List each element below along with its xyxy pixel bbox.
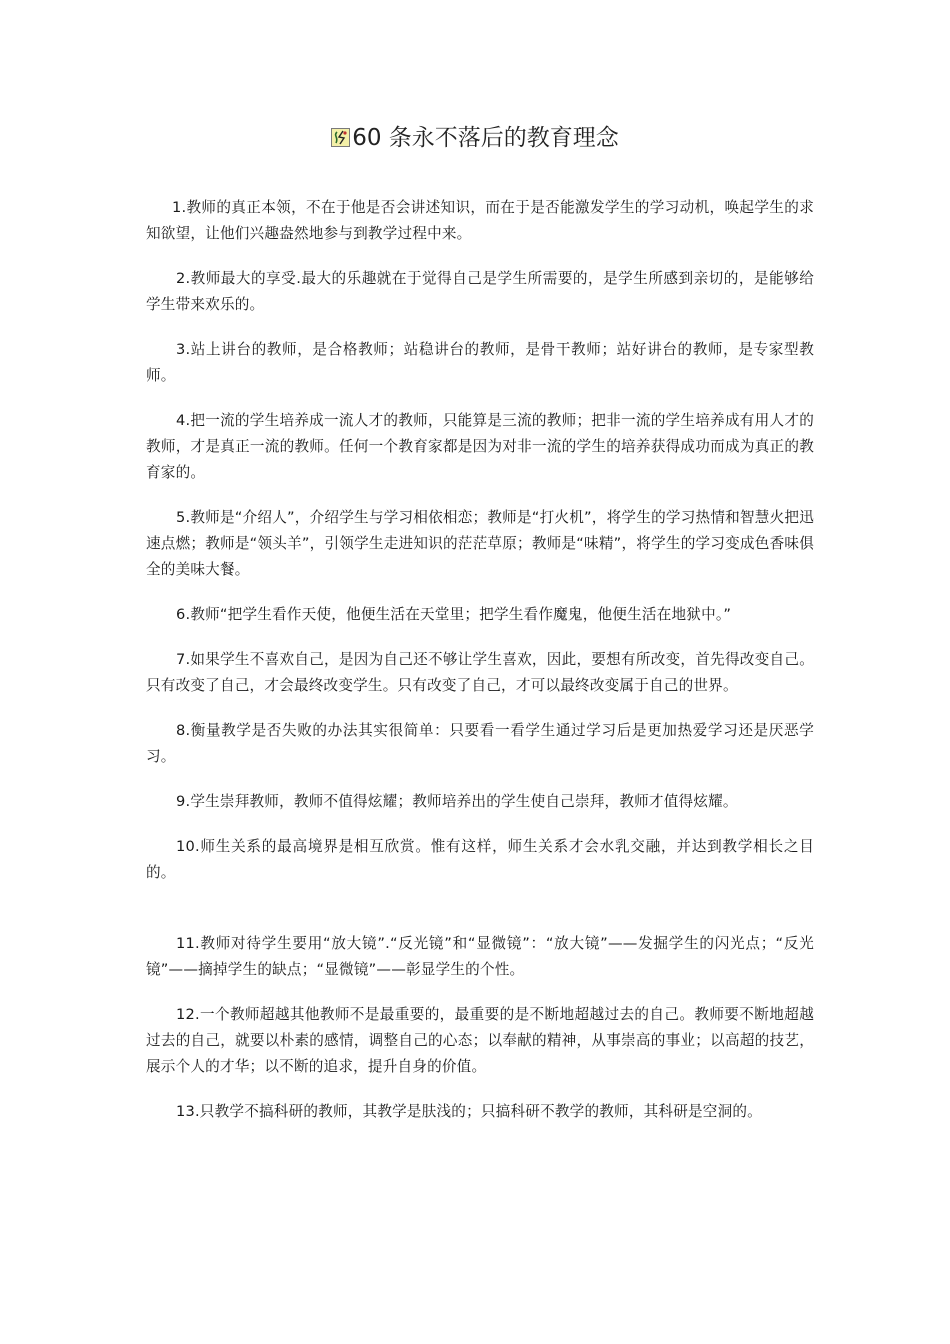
paragraph-9: 9.学生崇拜教师，教师不值得炫耀；教师培养出的学生使自己崇拜，教师才值得炫耀。 [176,793,738,810]
paragraph-2: 2.教师最大的享受.最大的乐趣就在于觉得自己是学生所需要的，是学生所感到亲切的，是能够给学生带来欢乐的。 [146,270,814,313]
paragraph-12: 12.一个教师超越其他教师不是最重要的，最重要的是不断地超越过去的自己。教师要不断地超越过去的自己，就要以朴素的感情，调整自己的心态；以奉献的精神，从事崇高的事业；以高超的技艺，展示个人的才华；以不断的追求，提升自身的价值。 [146,1006,814,1075]
document-body [146,195,814,1144]
paragraph-1: 1.教师的真正本领，不在于他是否会讲述知识，而在于是否能激发学生的学习动机，唤起学生的求知欲望，让他们兴趣盎然地参与到教学过程中来。 [146,199,814,242]
paragraph-8: 8.衡量教学是否失败的办法其实很简单：只要看一看学生通过学习后是更加热爱学习还是厌恶学习。 [146,722,814,765]
paragraph-7: 7.如果学生不喜欢自己，是因为自己还不够让学生喜欢，因此，要想有所改变，首先得改变自己。只有改变了自己，才会最终改变学生。只有改变了自己，才可以最终改变属于自己的世界。 [146,651,814,694]
section-gap [146,905,814,931]
broken-image-icon [331,122,350,141]
paragraph-13: 13.只教学不搞科研的教师，其教学是肤浅的；只搞科研不教学的教师，其科研是空洞的。 [176,1103,762,1120]
page-title [0,120,950,156]
paragraph-5: 5.教师是“介绍人”，介绍学生与学习相依相恋；教师是“打火机”，将学生的学习热情和智慧火把迅速点燃；教师是“领头羊”，引领学生走进知识的茫茫草原；教师是“味精”，将学生的学习变成色香味俱全的美味大餐。 [146,509,814,578]
paragraph-11: 11.教师对待学生要用“放大镜”.“反光镜”和“显微镜”：“放大镜”——发掘学生的闪光点；“反光镜”——摘掉学生的缺点；“显微镜”——彰显学生的个性。 [146,935,814,978]
paragraph-10: 10.师生关系的最高境界是相互欣赏。惟有这样，师生关系才会水乳交融，并达到教学相长之目的。 [146,838,814,881]
title-text: 60 条永不落后的教育理念 [352,125,619,151]
paragraph-6: 6.教师“把学生看作天使，他便生活在天堂里；把学生看作魔鬼，他便生活在地狱中。” [176,606,732,623]
paragraph-4: 4.把一流的学生培养成一流人才的教师，只能算是三流的教师；把非一流的学生培养成有用人才的教师，才是真正一流的教师。任何一个教育家都是因为对非一流的学生的培养获得成功而成为真正的教育家的。 [146,412,814,481]
paragraph-3: 3.站上讲台的教师，是合格教师；站稳讲台的教师，是骨干教师；站好讲台的教师，是专家型教师。 [146,341,814,384]
